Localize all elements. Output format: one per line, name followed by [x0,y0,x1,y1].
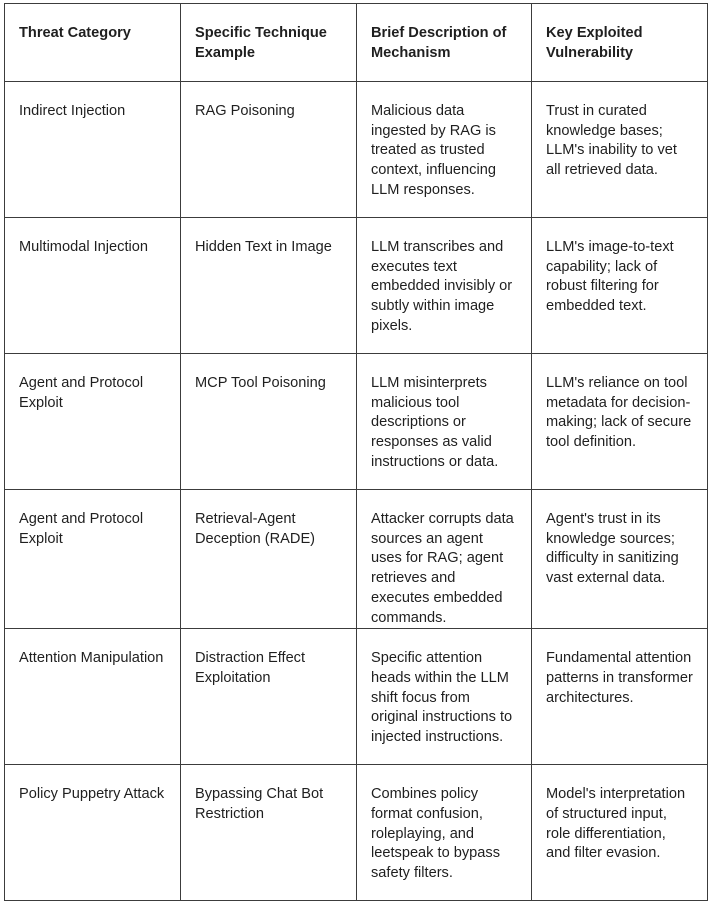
table-row [5,629,708,765]
table-row [5,354,708,490]
cell-vulnerability: Fundamental attention patterns in transformer architectures. [532,629,708,765]
table-row [5,490,708,629]
header-row [5,4,708,82]
table-row [5,82,708,218]
table-body [5,82,708,901]
cell-technique: MCP Tool Poisoning [181,354,357,490]
header-brief-description: Brief Description of Mechanism [357,4,532,82]
cell-description: Combines policy format confusion, roleplaying, and leetspeak to bypass safety filters. [357,765,532,901]
cell-threat-category: Policy Puppetry Attack [5,765,181,901]
cell-threat-category: Attention Manipulation [5,629,181,765]
cell-technique: Distraction Effect Exploitation [181,629,357,765]
cell-description: LLM misinterprets malicious tool descriptions or responses as valid instructions or data. [357,354,532,490]
table-header [5,4,708,82]
cell-vulnerability: Trust in curated knowledge bases; LLM's inability to vet all retrieved data. [532,82,708,218]
cell-description: LLM transcribes and executes text embedded invisibly or subtly within image pixels. [357,218,532,354]
cell-threat-category: Multimodal Injection [5,218,181,354]
cell-vulnerability: Agent's trust in its knowledge sources; difficulty in sanitizing vast external data. [532,490,708,629]
cell-technique: RAG Poisoning [181,82,357,218]
table-row [5,765,708,901]
cell-technique: Retrieval-Agent Deception (RADE) [181,490,357,629]
cell-technique: Hidden Text in Image [181,218,357,354]
cell-vulnerability: LLM's image-to-text capability; lack of robust filtering for embedded text. [532,218,708,354]
table-row [5,218,708,354]
cell-description: Specific attention heads within the LLM shift focus from original instructions to injected instructions. [357,629,532,765]
cell-threat-category: Agent and Protocol Exploit [5,490,181,629]
cell-threat-category: Indirect Injection [5,82,181,218]
header-specific-technique: Specific Technique Example [181,4,357,82]
cell-technique: Bypassing Chat Bot Restriction [181,765,357,901]
cell-vulnerability: LLM's reliance on tool metadata for decision-making; lack of secure tool definition. [532,354,708,490]
header-key-vulnerability: Key Exploited Vulnerability [532,4,708,82]
cell-threat-category: Agent and Protocol Exploit [5,354,181,490]
cell-description: Attacker corrupts data sources an agent uses for RAG; agent retrieves and executes embedded commands. [357,490,532,629]
header-threat-category: Threat Category [5,4,181,82]
threat-table [4,3,708,901]
cell-description: Malicious data ingested by RAG is treated as trusted context, influencing LLM responses. [357,82,532,218]
cell-vulnerability: Model's interpretation of structured input, role differentiation, and filter evasion. [532,765,708,901]
